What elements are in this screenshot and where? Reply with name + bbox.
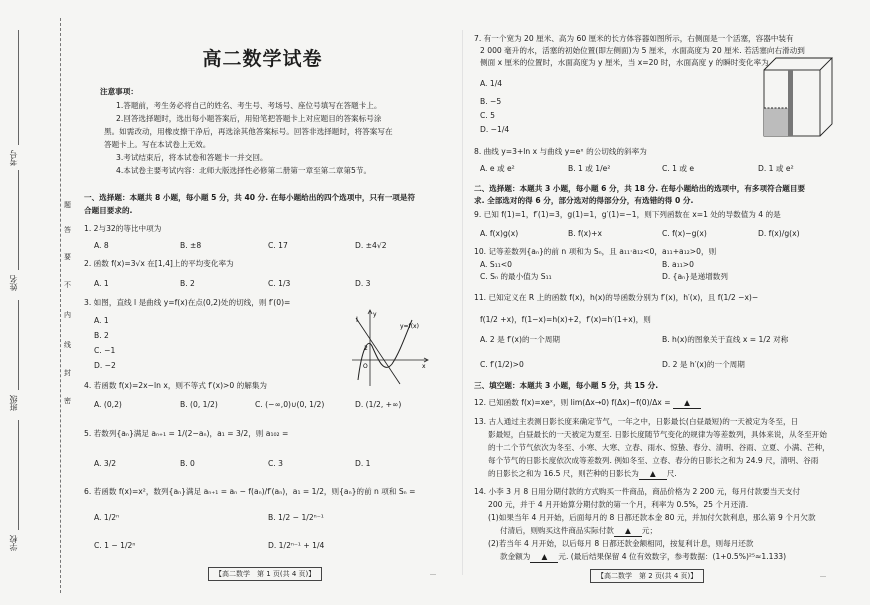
question-7-option-b: B. −5 <box>480 97 502 106</box>
name-line <box>18 170 19 270</box>
question-5-option-b: B. 0 <box>180 459 195 468</box>
answer-blank-13[interactable]: ▲ <box>639 468 667 480</box>
question-3-option-d: D. −2 <box>94 361 116 370</box>
notes-heading: 注意事项： <box>100 87 138 96</box>
piston <box>788 70 793 136</box>
question-14-line-6 <box>500 551 786 563</box>
question-6-option-d: D. 1/2ⁿ⁻¹ + 1/4 <box>268 541 325 550</box>
question-1-stem: 1. 2与32的等比中项为 <box>84 224 162 233</box>
question-13-line-5 <box>488 468 677 480</box>
section-2-header-cont: 求. 全部选对的得 6 分，部分选对的得部分分，有选错的得 0 分. <box>474 196 694 205</box>
footer-page-2: 【高二数学 第 2 页(共 4 页)】 <box>590 569 704 583</box>
question-5-option-d: D. 1 <box>355 459 371 468</box>
question-6-option-b: B. 1/2 − 1/2ⁿ⁻¹ <box>268 513 324 522</box>
answer-blank-14-1[interactable]: ▲ <box>614 525 642 537</box>
seal-char: 内 <box>64 311 71 319</box>
label-y: y <box>373 311 377 318</box>
seal-char: 题 <box>64 201 71 209</box>
note-line: 3.考试结束后，将本试卷和答题卡一并交回。 <box>116 153 268 162</box>
section-2-header: 二、选择题：本题共 3 小题，每小题 6 分，共 18 分. 在每小题给出的选项中，有多项符合题目要 <box>474 184 806 193</box>
section-1-header-cont: 合题目要求的. <box>84 206 133 215</box>
question-6-stem: 6. 若函数 f(x)=x²，数列{aₙ}满足 aₙ₊₁ = aₙ − f(aₙ)/f′(aₙ)，a₁ = 1/2，则{aₙ}的前 n 项和 Sₙ = <box>84 487 416 496</box>
question-3-option-a: A. 1 <box>94 316 109 325</box>
question-8-option-d: D. 1 或 e² <box>758 164 794 173</box>
question-14-unit-2: 元. (最后结果保留 4 位有效数字，参考数据：(1+0.5%)²⁵≈1.133) <box>558 552 787 561</box>
question-7-option-c: C. 5 <box>480 111 495 120</box>
question-3-option-c: C. −1 <box>94 346 116 355</box>
question-5-option-a: A. 3/2 <box>94 459 117 468</box>
question-10-option-c: C. Sₙ 的最小值为 S₁₁ <box>480 272 552 281</box>
question-13-text: 的日影长之和为 16.5 尺，则芒种的日影长为 <box>488 469 639 478</box>
note-line: 4.本试卷主要考试内容：北师大版选择性必修第二册第一章至第二章第5节。 <box>116 166 372 175</box>
footer-page-1: 【高二数学 第 1 页(共 4 页)】 <box>208 567 322 581</box>
question-1-option-c: C. 17 <box>268 241 288 250</box>
school-line <box>18 420 19 530</box>
question-10-option-b: B. a₁₁>0 <box>662 260 694 269</box>
question-8-stem: 8. 曲线 y=3+ln x 与曲线 y=eˣ 的公切线的斜率为 <box>474 147 647 156</box>
question-14-unit-1: 元； <box>641 526 658 535</box>
binding-dash-line <box>60 18 61 593</box>
question-1-option-b: B. ±8 <box>180 241 202 250</box>
seal-char: 不 <box>64 281 71 289</box>
question-13-line-3: 的十二个节气依次为冬至、小寒、大寒、立春、雨水、惊蛰、春分、清明、谷雨、立夏、小满、芒种， <box>488 443 830 452</box>
question-3-option-b: B. 2 <box>94 331 109 340</box>
question-7-option-d: D. −1/4 <box>480 125 510 134</box>
question-14-text-1: 付清后，则购买这件商品实际付款 <box>500 526 614 535</box>
question-13-line-2: 影最短，白昼最长的一天被定为夏至. 日影长度随节气变化的规律为等差数列，具体来说，从冬至开始 <box>488 430 827 439</box>
label-x: x <box>422 363 426 370</box>
note-line: 黑。如需改动，用橡皮擦干净后，再选涂其他答案标号。回答非选择题时，将答案写在 <box>104 127 393 136</box>
question-1-option-d: D. ±4√2 <box>355 241 387 250</box>
question-14-line-2: 200 元，并于 4 月开始算分期付款的第一个月，利率为 0.5%，25 个月还清. <box>488 500 749 509</box>
answer-blank-14-2[interactable]: ▲ <box>530 551 558 563</box>
note-line: 2.回答选择题时，选出每小题答案后，用铅笔把答题卡上对应题目的答案标号涂 <box>116 114 382 123</box>
question-14-line-4 <box>500 525 657 537</box>
question-12-text: 12. 已知函数 f(x)=xeˣ，则 lim(Δx→0) f(Δx)−f(0)/Δx = <box>474 398 673 407</box>
question-2-option-c: C. 1/3 <box>268 279 291 288</box>
school-label: 学校 <box>9 535 18 551</box>
question-4-option-c: C. (−∞,0)∪(0, 1/2) <box>255 400 325 409</box>
question-2-option-b: B. 2 <box>180 279 195 288</box>
page-title: 高二数学试卷 <box>202 48 323 70</box>
question-14-text-2: 款金额为 <box>500 552 531 561</box>
label-origin: O <box>363 363 368 370</box>
question-4-option-d: D. (1/2, +∞) <box>355 400 402 409</box>
question-11-option-d: D. 2 是 h′(x)的一个周期 <box>662 360 745 369</box>
question-7-option-a: A. 1/4 <box>480 79 503 88</box>
question-2-option-a: A. 1 <box>94 279 109 288</box>
question-7-line-2: 2 000 毫升的水，活塞的初始位置(即左侧面)为 5 厘米，水面高度为 20 厘米. 若活塞向右滑动到 <box>480 46 805 55</box>
column-divider <box>462 30 463 575</box>
question-5-stem: 5. 若数列{aₙ}满足 aₙ₊₁ = 1/(2−aₙ)，a₁ = 3/2，则 a₁₀₂ = <box>84 429 289 438</box>
label-l: l <box>356 316 358 324</box>
container-top <box>764 58 832 70</box>
question-9-option-d: D. f(x)/g(x) <box>758 229 800 238</box>
answer-blank-12[interactable]: ▲ <box>673 397 701 409</box>
question-14-line-3: (1)如果当年 4 月开始，后面每月的 8 日都还款本金 80 元，并加付欠款利息，那么第 9 个月欠款 <box>488 513 816 522</box>
question-8-option-c: C. 1 或 e <box>662 164 695 173</box>
question-7-container-figure <box>760 56 836 140</box>
question-3-stem: 3. 如图，直线 l 是曲线 y=f(x)在点(0,2)处的切线，则 f′(0)= <box>84 298 291 307</box>
question-4-option-a: A. (0,2) <box>94 400 122 409</box>
question-4-option-b: B. (0, 1/2) <box>180 400 218 409</box>
exam-number-label: 考号 <box>9 150 18 166</box>
question-4-stem: 4. 若函数 f(x)=2x−ln x，则不等式 f′(x)>0 的解集为 <box>84 381 268 390</box>
tangent-line-l <box>356 318 400 384</box>
question-14-line-5: (2)若当年 4 月开始，以后每月 8 日都还款金额相同，按复利计息，则每月还款 <box>488 539 754 548</box>
question-8-option-a: A. e 或 e² <box>480 164 515 173</box>
container-side <box>820 58 832 136</box>
question-11-line-2: f(1/2 +x)，f(1−x)=h(x)+2，f′(x)=h′(1+x)，则 <box>480 315 651 324</box>
question-10-stem: 10. 记等差数列{aₙ}的前 n 项和为 Sₙ，且 a₁₁·a₁₂<0，a₁₁+a₁₂>0，则 <box>474 247 717 256</box>
footer-mark: … <box>820 572 826 579</box>
label-2: 2 <box>364 345 368 352</box>
question-11-option-b: B. h(x)的图象关于直线 x = 1/2 对称 <box>662 335 789 344</box>
seal-char: 要 <box>64 253 71 261</box>
question-11-option-c: C. f′(1/2)>0 <box>480 360 524 369</box>
question-14-line-1: 14. 小李 3 月 8 日用分期付款的方式购买一件商品，商品价格为 2 200 元，每月付款要当天支付 <box>474 487 801 496</box>
name-label: 姓名 <box>9 275 18 291</box>
label-f: y=f(x) <box>400 323 419 330</box>
note-line: 1.答题前，考生务必将自己的姓名、考生号、考场号、座位号填写在答题卡上。 <box>116 101 382 110</box>
question-2-stem: 2. 函数 f(x)=3√x 在[1,4]上的平均变化率为 <box>84 259 234 268</box>
question-2-option-d: D. 3 <box>355 279 371 288</box>
question-7-line-3: 侧面 x 厘米的位置时，水面高度为 y 厘米，当 x=20 时，水面高度 y 的瞬时变化率为 <box>480 58 769 67</box>
section-3-header: 三、填空题：本题共 3 小题，每小题 5 分，共 15 分. <box>474 381 659 390</box>
question-7-line-1: 7. 有一个宽为 20 厘米、高为 60 厘米的长方体容器如图所示，右侧面是一个活塞，容器中装有 <box>474 34 794 43</box>
seal-char: 封 <box>64 369 71 377</box>
class-line <box>18 300 19 390</box>
question-11-option-a: A. 2 是 f′(x)的一个周期 <box>480 335 560 344</box>
question-13-line-4: 每个节气的日影长度依次成等差数列. 例如冬至、立春、春分的日影长之和为 24.9 尺，清明、谷雨 <box>488 456 819 465</box>
question-12-stem <box>474 397 701 409</box>
question-6-option-c: C. 1 − 1/2ⁿ <box>94 541 136 550</box>
seal-char: 密 <box>64 397 71 405</box>
question-6-option-a: A. 1/2ⁿ <box>94 513 120 522</box>
question-9-stem: 9. 已知 f(1)=1，f′(1)=3，g(1)=1，g′(1)=−1，则下列函数在 x=1 处的导数值为 4 的是 <box>474 210 781 219</box>
seal-char: 答 <box>64 226 71 234</box>
footer-mark: … <box>430 570 436 577</box>
question-3-figure <box>350 308 430 388</box>
question-9-option-c: C. f(x)−g(x) <box>662 229 707 238</box>
question-11-line-1: 11. 已知定义在 R 上的函数 f(x)，h(x)的导函数分别为 f′(x)，h′(x)，且 f(1/2 −x)− <box>474 293 759 302</box>
question-13-unit: 尺. <box>666 469 677 478</box>
question-13-line-1: 13. 古人通过主表测日影长度来确定节气，一年之中，日影最长(白昼最短)的一天被定为冬至，日 <box>474 417 799 426</box>
section-1-header: 一、选择题：本题共 8 小题，每小题 5 分，共 40 分. 在每小题给出的四个选项中，只有一项是符 <box>84 193 416 202</box>
class-label: 班级 <box>9 395 18 411</box>
question-8-option-b: B. 1 或 1/e² <box>568 164 611 173</box>
water-region <box>764 108 788 136</box>
question-9-option-b: B. f(x)+x <box>568 229 602 238</box>
question-10-option-a: A. S₁₁<0 <box>480 260 512 269</box>
question-1-option-a: A. 8 <box>94 241 109 250</box>
seal-char: 线 <box>64 341 71 349</box>
question-9-option-a: A. f(x)g(x) <box>480 229 519 238</box>
question-5-option-c: C. 3 <box>268 459 283 468</box>
question-10-option-d: D. {aₙ}是递增数列 <box>662 272 728 281</box>
exam-number-line <box>18 30 19 145</box>
note-line: 答题卡上。写在本试卷上无效。 <box>104 140 211 149</box>
